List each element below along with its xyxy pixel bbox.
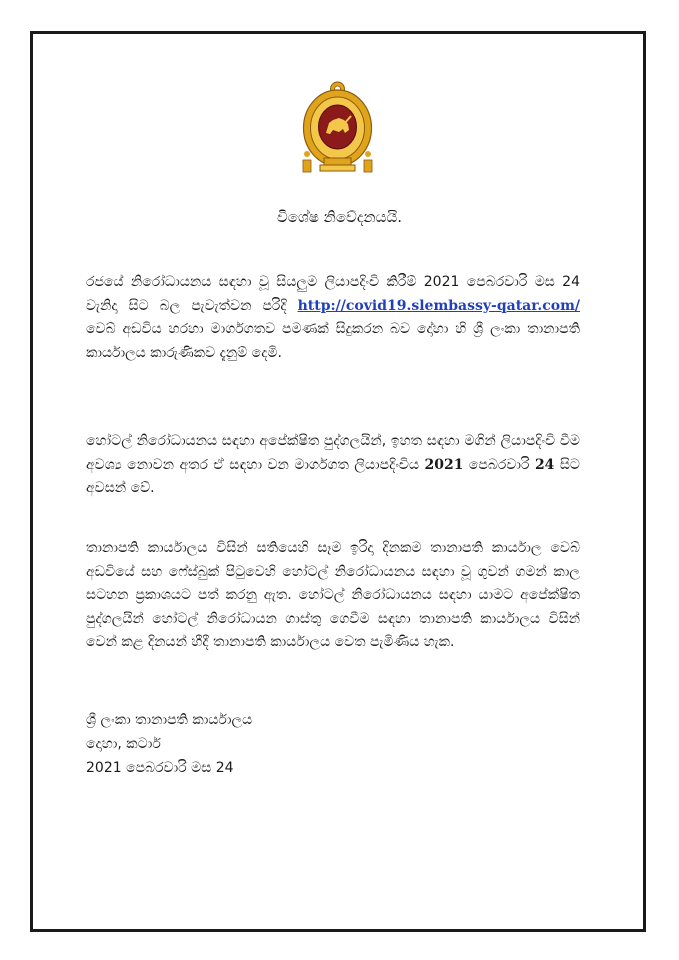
sri-lanka-emblem-icon (299, 80, 376, 177)
registration-link[interactable]: http://covid19.slembassy-qatar.com/ (297, 297, 580, 314)
signature-date: 2021 පෙබරවාරි මස 24 (86, 760, 234, 776)
paragraph2-year: 2021 (424, 456, 464, 473)
paragraph2-day: 24 (534, 456, 555, 473)
paragraph-flight-schedule: තානාපති කාර්යාලය විසින් සතියෙහි සෑම ඉරිදා දිනකම තානාපති කාර්යාල වෙබ් අඩවියේ සහ ෆේස්බුක් පිටුවෙහි හෝටල් නිරෝධායනය සඳහා වූ ගුවන් ගමන් කාල සටහන ප්‍රකාශයට පත් කරනු ඇත. හෝටල් නිරෝධායනය සඳහා යාමට අපේක්ෂිත පුද්ගලයින් හෝටල් නිරෝධායන ගාස්තු ගෙවීම සඳහා තානාපති කාර්යාලය විසින් වෙන් කළ දිනයන් හීදී තානාපති කාර්යාලය වෙත පැමිණිය හැක. (86, 540, 580, 650)
paragraph-registration (86, 271, 580, 365)
paragraph2-month: පෙබරවාරි (468, 456, 530, 473)
notice-title: විශේෂ නිවේදනයයි. (276, 208, 402, 226)
signature-location: දොහා, කටාර් (86, 736, 161, 752)
paragraph2-text-after: සිට අවසන් වේ. (86, 456, 580, 496)
paragraph1-text-after: වෙබ් අඩවිය හරහා මාර්ගගතව පමණක් සිදුකරන බව දෝහා හි ශ්‍රී ලංකා තානාපති කාර්යාලය කාරුණිකව දැනුම් දෙමි. (86, 321, 580, 361)
paragraph-hotel-quarantine (86, 430, 580, 501)
paragraph2-text-before: හෝටල් නිරෝධායනය සඳහා අපේක්ෂිත පුද්ගලයින්, ඉහත සඳහා මගින් ලියාපදිංචි වීම අවශ්‍ය නොවන අතර ඒ සඳහා වන මාර්ගගත ලියාපදිංචිය (86, 433, 580, 473)
signature-block (86, 708, 252, 780)
paragraph1-text-before: රජයේ නිරෝධායනය සඳහා වූ සියලුම ලියාපදිංචි කිරීම් 2021 පෙබරවාරි මස 24 වැනිදා සිට බල පැවැත්වන පරිදි (86, 274, 580, 314)
signature-office: ශ්‍රී ලංකා තානාපති කාර්යාලය (86, 712, 253, 728)
